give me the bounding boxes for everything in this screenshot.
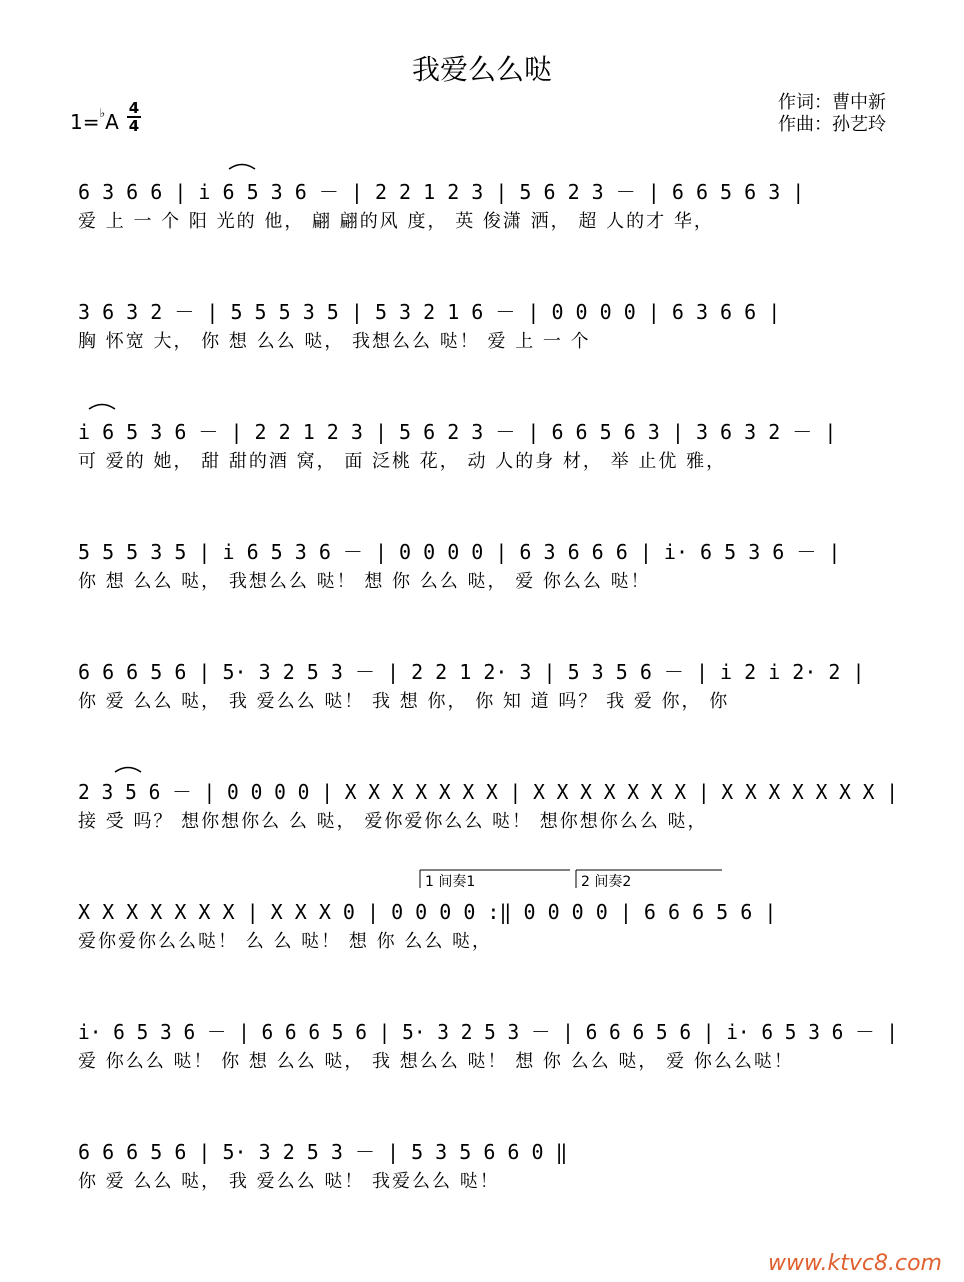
lyrics-row-2: 胸 怀宽 大， 你 想 么么 哒， 我想么么 哒！ 爱 上 一 个 [78, 331, 591, 352]
slur-row-1 [229, 165, 255, 170]
composer-credit: 作曲：孙艺玲 [778, 114, 886, 135]
notes-row-9: 6 6 6 5 6 | 5· 3 2 5 3 － | 5 3 5 6 6 0 ‖ [78, 1140, 568, 1164]
notes-row-5: 6 6 6 5 6 | 5· 3 2 5 3 － | 2 2 1 2· 3 | 5 3 5 6 － | i 2 i 2· 2 | [78, 660, 865, 684]
time-bottom: 4 [128, 117, 140, 135]
lyrics-row-5: 你 爱 么么 哒， 我 爱么么 哒！ 我 想 你， 你 知 道 吗？ 我 爱 你， 你 [78, 691, 730, 712]
lyrics-row-7: 爱你爱你么么哒！ 么 么 哒！ 想 你 么么 哒， [78, 931, 493, 952]
notes-row-3: i 6 5 3 6 － | 2 2 1 2 3 | 5 6 2 3 － | 6 6 5 6 3 | 3 6 3 2 － | [78, 420, 837, 444]
key-note: A [105, 110, 119, 134]
notes-row-2: 3 6 3 2 － | 5 5 5 3 5 | 5 3 2 1 6 － | 0 0 0 0 | 6 3 6 6 | [78, 300, 781, 324]
notes-row-8: i· 6 5 3 6 － | 6 6 6 5 6 | 5· 3 2 5 3 － | 6 6 6 5 6 | i· 6 5 3 6 － | [78, 1020, 898, 1044]
lyrics-row-3: 可 爱的 她， 甜 甜的酒 窝， 面 泛桃 花， 动 人的身 材， 举 止优 雅， [78, 451, 727, 472]
notes-row-4: 5 5 5 3 5 | i 6 5 3 6 － | 0 0 0 0 | 6 3 6 6 6 | i· 6 5 3 6 － | [78, 540, 841, 564]
lyrics-row-8: 爱 你么么 哒！ 你 想 么么 哒， 我 想么么 哒！ 想 你 么么 哒， 爱 你么么哒！ [78, 1051, 794, 1072]
watermark: www.ktvc8.com [767, 1251, 942, 1276]
lyrics-row-1: 爱 上 一 个 阳 光的 他， 翩 翩的风 度， 英 俊潇 洒， 超 人的才 华， [78, 211, 714, 232]
lyricist-credit: 作词：曹中新 [778, 92, 886, 113]
notes-row-6: 2 3 5 6 － | 0 0 0 0 | X X X X X X X | X X X X X X X | X X X X X X X | [78, 780, 898, 804]
time-top: 4 [128, 99, 140, 117]
page-title: 我爱么么哒 [411, 53, 552, 86]
lyrics-row-6: 接 受 吗？ 想你想你么 么 哒， 爱你爱你么么 哒！ 想你想你么么 哒， [78, 811, 708, 832]
lyrics-row-9: 你 爱 么么 哒， 我 爱么么 哒！ 我爱么么 哒！ [78, 1171, 500, 1192]
notes-row-7: X X X X X X X | X X X 0 | 0 0 0 0 :‖ 0 0 0 0 | 6 6 6 5 6 | [78, 900, 777, 924]
slur-row-6 [115, 768, 141, 773]
key-prefix: 1= [70, 110, 100, 134]
flat-sign: ♭ [99, 106, 106, 120]
slur-row-3 [89, 405, 115, 410]
lyrics-row-4: 你 想 么么 哒， 我想么么 哒！ 想 你 么么 哒， 爱 你么么 哒！ [78, 571, 651, 592]
volta-1-label: 1 间奏1 [425, 874, 476, 890]
volta-2-label: 2 间奏2 [581, 874, 632, 890]
notes-row-1: 6 3 6 6 | i 6 5 3 6 － | 2 2 1 2 3 | 5 6 2 3 － | 6 6 5 6 3 | [78, 180, 805, 204]
